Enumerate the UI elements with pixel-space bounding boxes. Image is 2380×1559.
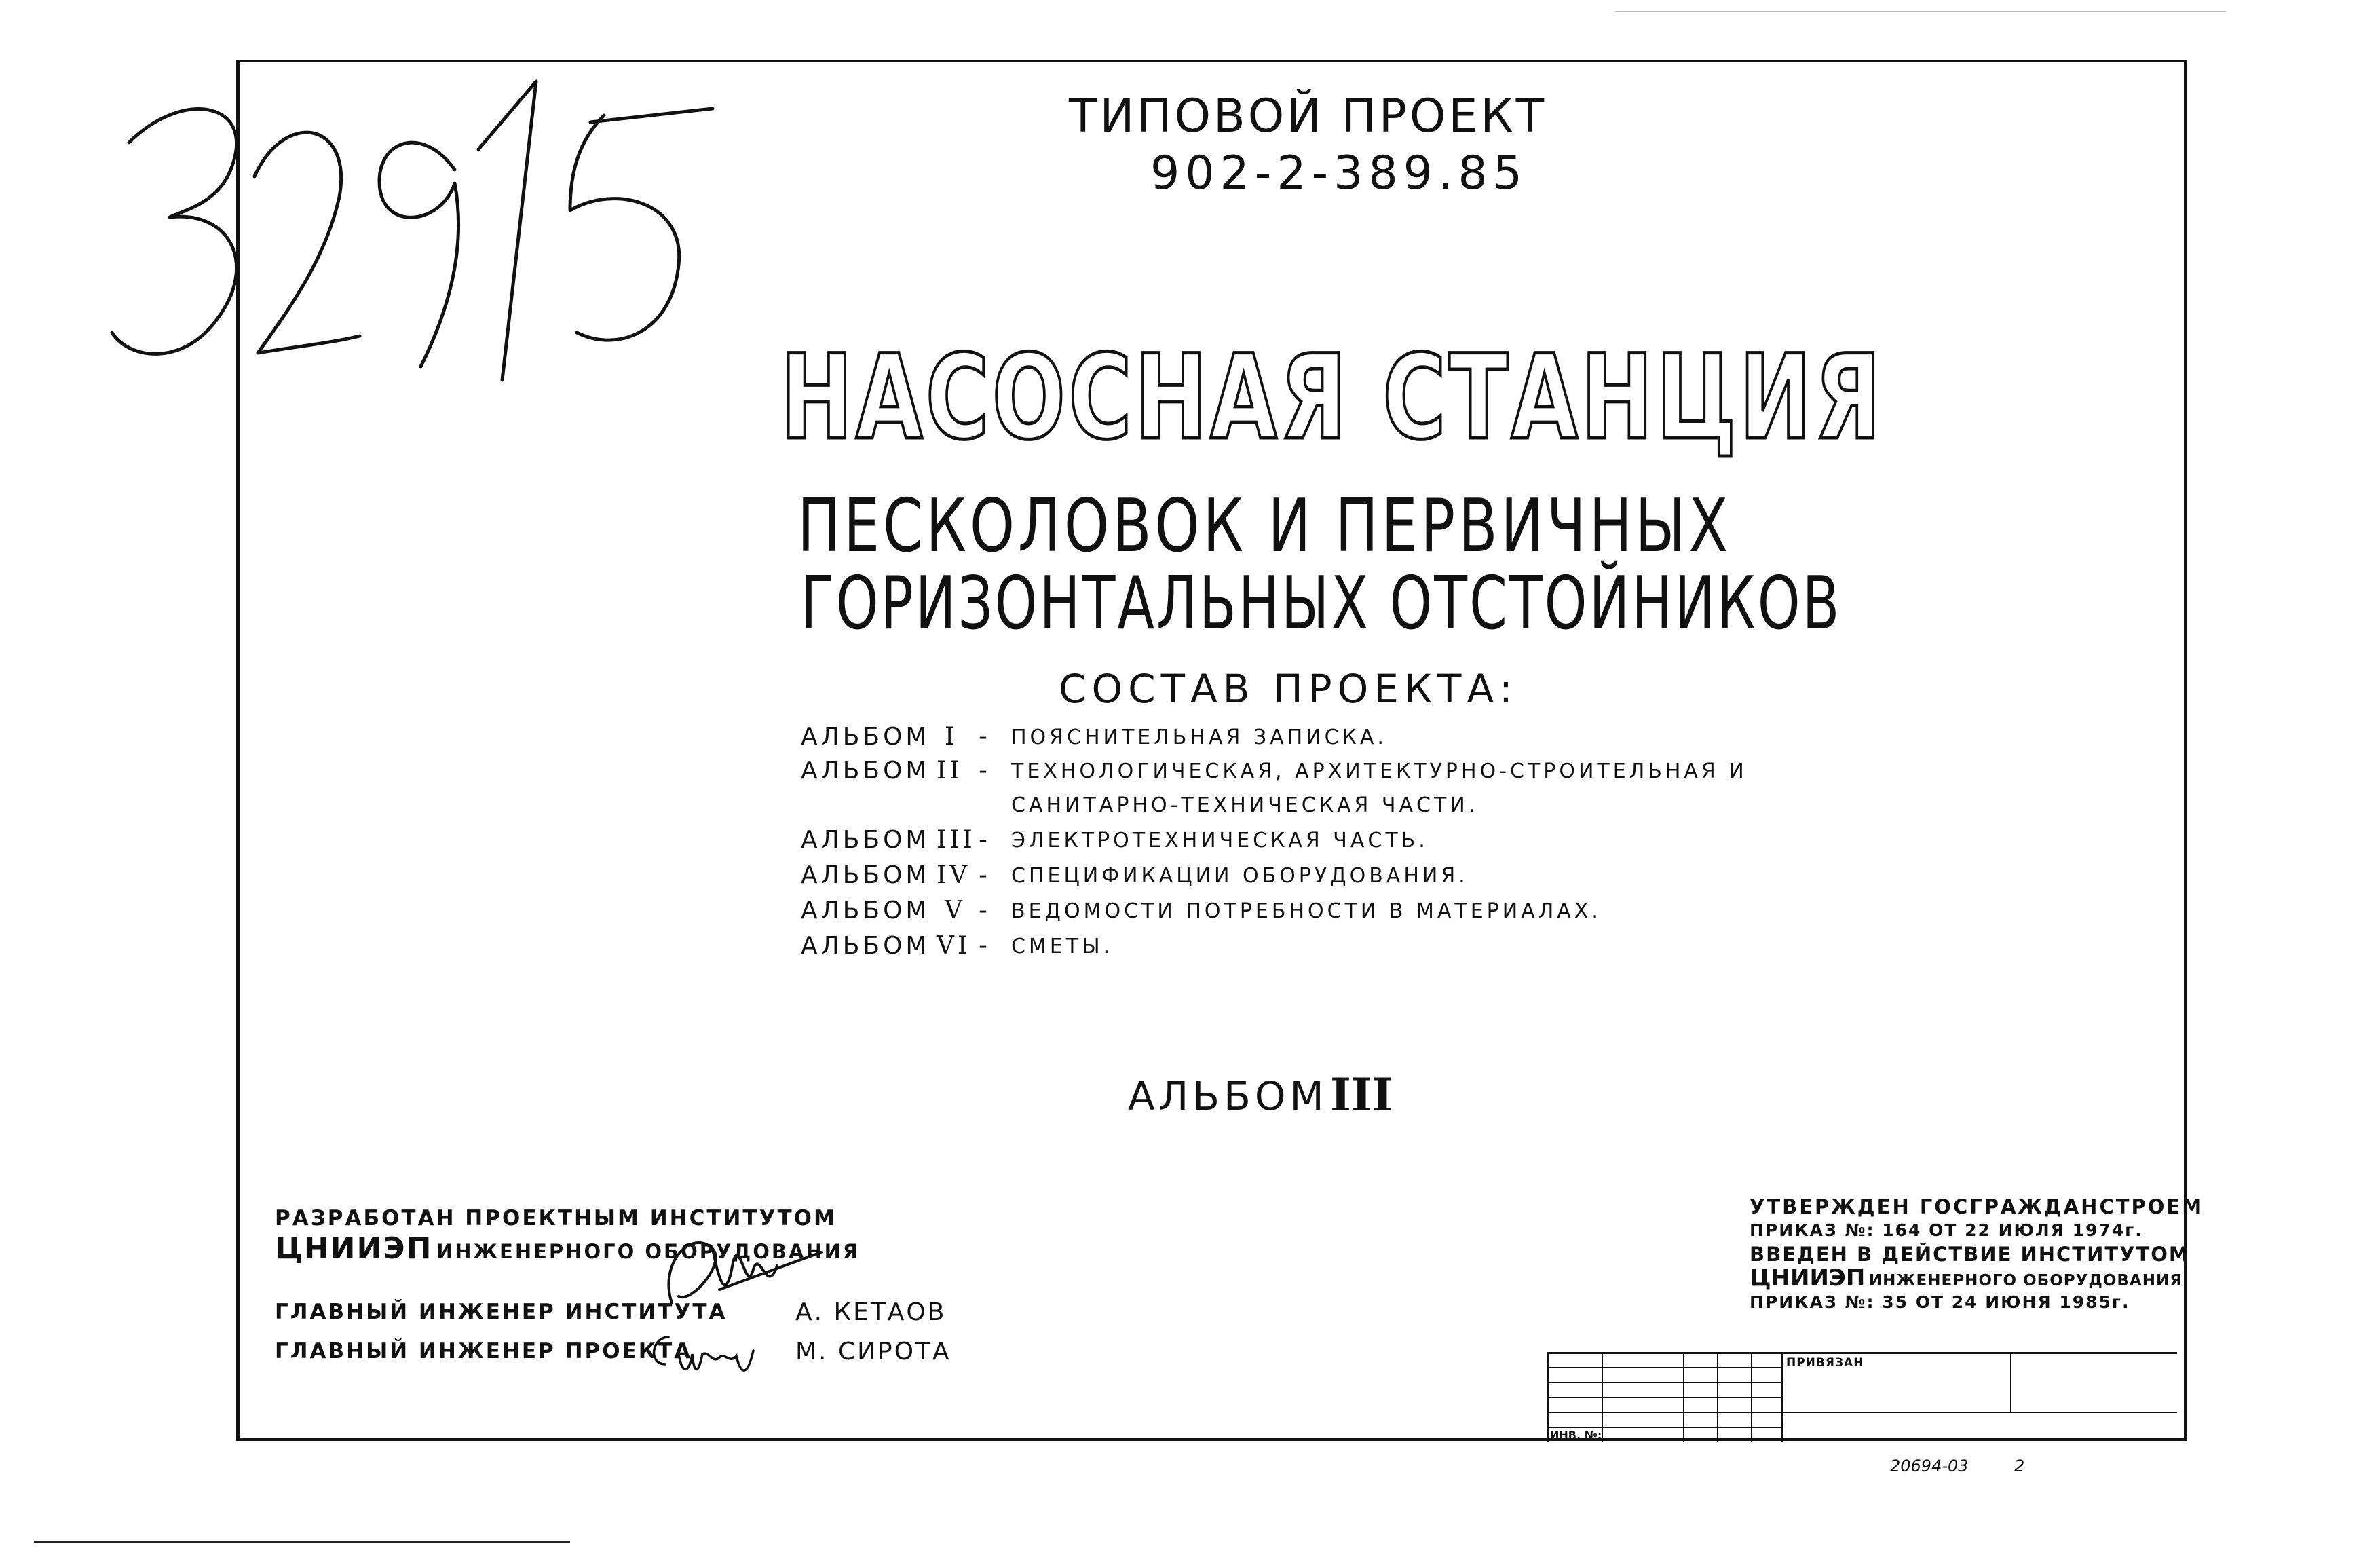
- approval-line-2: ПРИКАЗ №: 164 ОТ 22 ИЮЛЯ 1974г.: [1750, 1220, 2143, 1240]
- album-dash: -: [979, 757, 991, 785]
- title-block: [1547, 1352, 2177, 1442]
- album-numeral: IV: [937, 861, 971, 889]
- title-line-2: ПЕСКОЛОВОК И ПЕРВИЧНЫХ: [797, 484, 1731, 569]
- album-row: [801, 723, 1387, 751]
- album-label: АЛЬБОМ: [801, 897, 930, 924]
- chief-engineer-project-name: М. СИРОТА: [795, 1338, 951, 1366]
- approval-line-3: ВВЕДЕН В ДЕЙСТВИЕ ИНСТИТУТОМ: [1750, 1243, 2190, 1266]
- album-dash: -: [979, 932, 991, 960]
- project-number: 902-2-389.85: [1150, 147, 1528, 200]
- album-text: ПОЯСНИТЕЛЬНАЯ ЗАПИСКА.: [1011, 726, 1387, 749]
- album-numeral: V: [945, 897, 966, 924]
- approval-institute-rest: ИНЖЕНЕРНОГО ОБОРУДОВАНИЯ: [1868, 1272, 2183, 1290]
- chief-engineer-institute-name: А. КЕТАОВ: [795, 1298, 947, 1326]
- signature-institute: [651, 1222, 828, 1337]
- album-text: ТЕХНОЛОГИЧЕСКАЯ, АРХИТЕКТУРНО-СТРОИТЕЛЬНАЯ И: [1011, 759, 1748, 783]
- current-album-numeral: III: [1330, 1068, 1393, 1121]
- approval-line-5: ПРИКАЗ №: 35 ОТ 24 ИЮНЯ 1985г.: [1750, 1292, 2130, 1312]
- album-dash: -: [979, 861, 991, 889]
- album-label: АЛЬБОМ: [801, 723, 930, 751]
- album-dash: -: [979, 826, 991, 854]
- chief-engineer-institute-label: ГЛАВНЫЙ ИНЖЕНЕР ИНСТИТУТА: [275, 1300, 728, 1324]
- album-row: [801, 897, 1602, 924]
- album-numeral: VI: [937, 932, 971, 960]
- composition-heading: СОСТАВ ПРОЕКТА:: [1059, 666, 1518, 712]
- album-row: [801, 861, 1469, 889]
- approval-line-4: [1750, 1266, 2183, 1290]
- album-label: АЛЬБОМ: [801, 861, 930, 889]
- album-text: САНИТАРНО-ТЕХНИЧЕСКАЯ ЧАСТИ.: [1011, 793, 1479, 817]
- album-text: СМЕТЫ.: [1011, 935, 1114, 958]
- title-block-privyazan: ПРИВЯЗАН: [1786, 1356, 1864, 1370]
- album-row: [801, 757, 1748, 785]
- main-title: НАСОСНАЯ СТАНЦИЯ: [780, 329, 1885, 466]
- album-label: АЛЬБОМ: [801, 826, 930, 854]
- album-label: АЛЬБОМ: [801, 932, 930, 960]
- signature-project: [645, 1323, 760, 1385]
- scan-artifact-bottom: [34, 1541, 570, 1543]
- title-line-3: ГОРИЗОНТАЛЬНЫХ ОТСТОЙНИКОВ: [801, 561, 1842, 646]
- sheet-number: 2: [2014, 1457, 2025, 1476]
- album-dash: -: [979, 897, 991, 924]
- album-numeral: II: [937, 757, 963, 785]
- developer-institute-name: ЦНИИЭП: [275, 1231, 433, 1266]
- album-label: АЛЬБОМ: [801, 757, 930, 785]
- album-text: ВЕДОМОСТИ ПОТРЕБНОСТИ В МАТЕРИАЛАХ.: [1011, 899, 1602, 923]
- album-text: СПЕЦИФИКАЦИИ ОБОРУДОВАНИЯ.: [1011, 864, 1469, 888]
- album-row: [801, 826, 1429, 854]
- project-type-label: ТИПОВОЙ ПРОЕКТ: [1069, 90, 1547, 143]
- scan-artifact-top: [1615, 11, 2226, 12]
- approval-line-1: УТВЕРЖДЕН ГОСГРАЖДАНСТРОЕМ: [1750, 1195, 2204, 1218]
- album-numeral: I: [945, 723, 958, 751]
- album-row: [801, 932, 1114, 960]
- developer-line-1: РАЗРАБОТАН ПРОЕКТНЫМ ИНСТИТУТОМ: [275, 1206, 837, 1231]
- sheet-code: 20694-03: [1890, 1457, 1969, 1476]
- title-block-inv-no: ИНВ. №:: [1550, 1429, 1602, 1442]
- album-text: ЭЛЕКТРОТЕХНИЧЕСКАЯ ЧАСТЬ.: [1011, 829, 1429, 852]
- current-album-label: АЛЬБОМ: [1128, 1073, 1328, 1119]
- chief-engineer-project-label: ГЛАВНЫЙ ИНЖЕНЕР ПРОЕКТА: [275, 1339, 693, 1364]
- developer-institute-rest: ИНЖЕНЕРНОГО ОБОРУДОВАНИЯ: [436, 1240, 861, 1263]
- approval-institute-name: ЦНИИЭП: [1750, 1264, 1866, 1292]
- album-dash: -: [979, 723, 991, 751]
- handwritten-inventory-number: [102, 61, 780, 400]
- album-numeral: III: [937, 826, 976, 854]
